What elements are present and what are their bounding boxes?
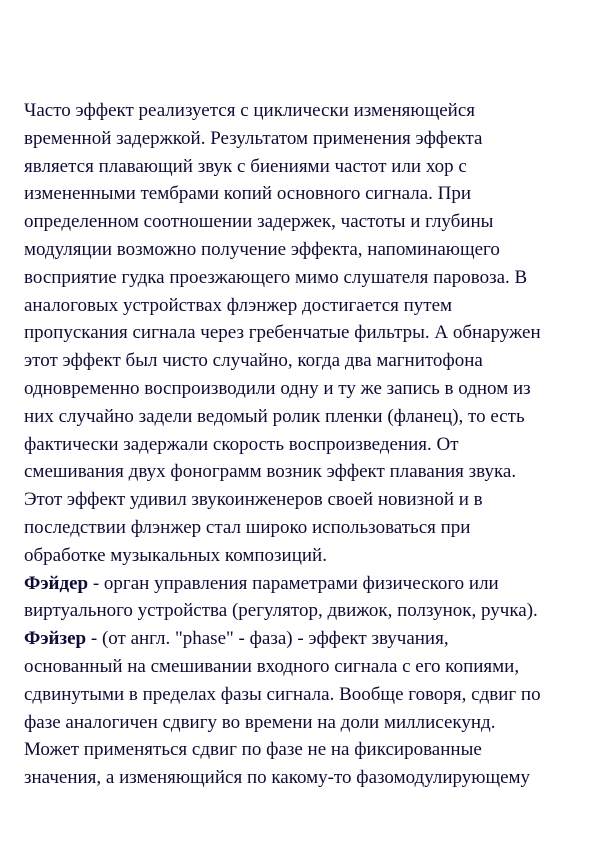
paragraph-line: временной задержкой. Результатом применения эффекта: [24, 127, 483, 149]
phaser-definition-continuation: фазе аналогичен сдвигу во времени на доли миллисекунд.: [24, 711, 496, 733]
phaser-definition-continuation: основанный на смешивании входного сигнала с его копиями,: [24, 655, 520, 677]
paragraph-line: определенном соотношении задержек, частоты и глубины: [24, 211, 494, 233]
paragraph-line: последствии флэнжер стал широко использоваться при: [24, 516, 471, 538]
paragraph-line: Этот эффект удивил звукоинженеров своей новизной и в: [24, 489, 483, 511]
fader-term: Фэйдер: [24, 572, 89, 594]
phaser-definition-line: [24, 625, 584, 653]
paragraph-line: них случайно задели ведомый ролик пленки (фланец), то есть: [24, 405, 525, 427]
paragraph-line: восприятие гудка проезжающего мимо слушателя паровоза. В: [24, 266, 528, 288]
paragraph-line: модуляции возможно получение эффекта, напоминающего: [24, 238, 500, 260]
document-text: [24, 97, 584, 792]
paragraph-line: измененными тембрами копий основного сигнала. При: [24, 183, 472, 205]
fader-definition-line: [24, 570, 584, 598]
paragraph-line: является плавающий звук с биениями частот или хор с: [24, 155, 467, 177]
paragraph-line: этот эффект был чисто случайно, когда два магнитофона: [24, 350, 483, 372]
paragraph-line: фактически задержали скорость воспроизведения. От: [24, 433, 459, 455]
fader-definition-text: - орган управления параметрами физического или: [88, 572, 499, 594]
phaser-term: Фэйзер: [24, 628, 87, 650]
phaser-definition-continuation: сдвинутыми в пределах фазы сигнала. Вообще говоря, сдвиг по: [24, 683, 541, 705]
phaser-definition-text: - (от англ. "phase" - фаза) - эффект звучания,: [86, 628, 449, 650]
paragraph-line: Часто эффект реализуется с циклически изменяющейся: [24, 100, 476, 121]
fader-definition-continuation: виртуального устройства (регулятор, движок, ползунок, ручка).: [24, 600, 538, 622]
phaser-definition-continuation: Может применяться сдвиг по фазе не на фиксированные: [24, 739, 482, 761]
paragraph-line: обработке музыкальных композиций.: [24, 544, 327, 566]
paragraph-line: аналоговых устройствах флэнжер достигается путем: [24, 294, 453, 316]
paragraph-line: пропускания сигнала через гребенчатые фильтры. А обнаружен: [24, 322, 541, 344]
paragraph-line: смешивания двух фонограмм возник эффект плавания звука.: [24, 461, 517, 483]
paragraph-line: одновременно воспроизводили одну и ту же запись в одном из: [24, 377, 531, 399]
phaser-definition-continuation: значения, а изменяющийся по какому-то фазомодулирующему: [24, 767, 531, 789]
